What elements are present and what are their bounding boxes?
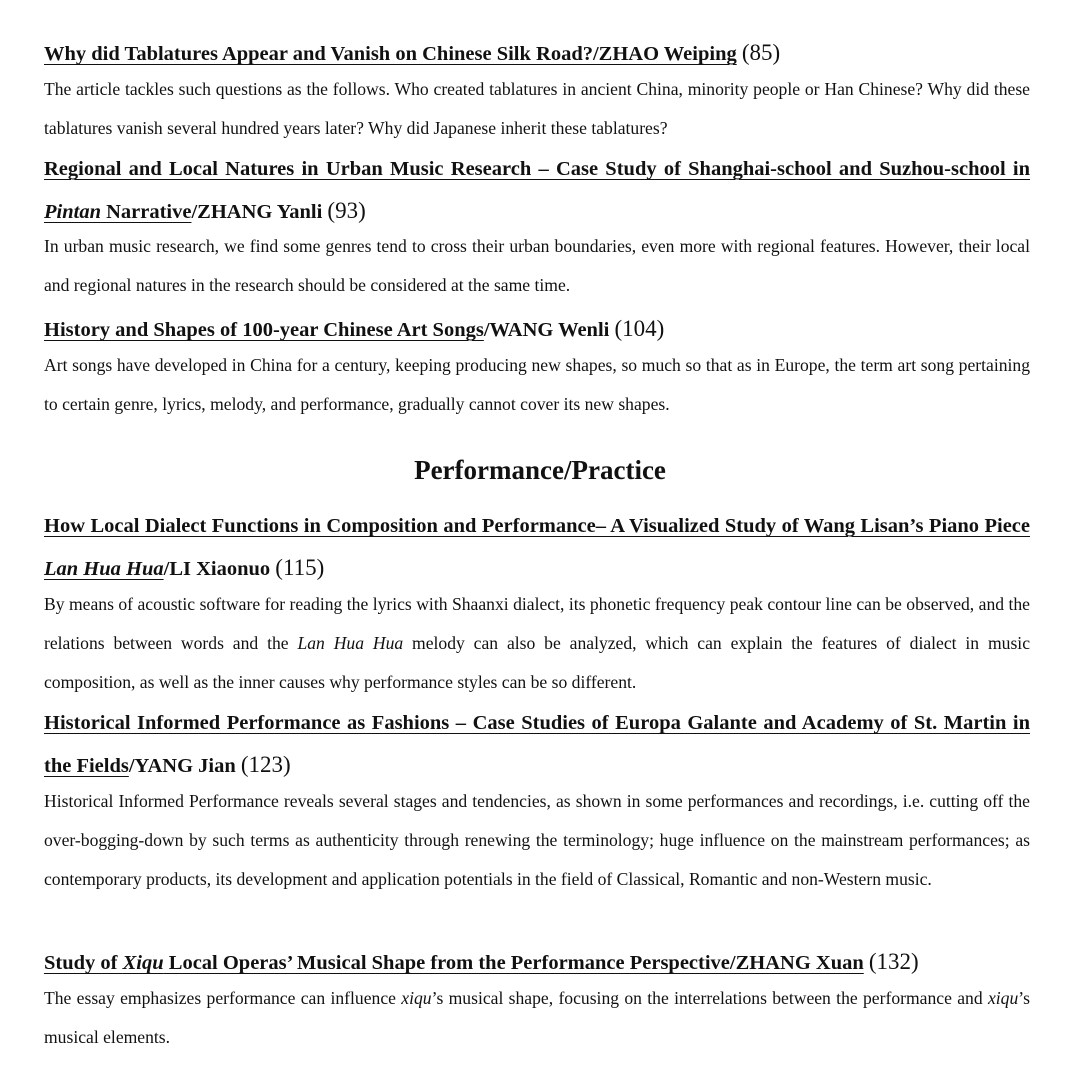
article-abstract xyxy=(44,585,1030,703)
abstract-text: ’s musical shape, focusing on the interrelations between the performance and xyxy=(431,988,988,1008)
title-text-part: Study of xyxy=(44,952,123,974)
title-italic: Lan Hua Hua xyxy=(44,558,164,580)
title-text-part: Narrative xyxy=(100,201,192,223)
abstract-text: melody can also be analyzed, which can explain the features of dialect in music composition, as well as the inner causes why performance styles can be so different. xyxy=(44,633,1031,693)
article-abstract: Art songs have developed in China for a century, keeping producing new shapes, so much so that as in Europe, the term art song pertaining to certain genre, lyrics, melody, and performance, gradually cannot cover its new shapes. xyxy=(44,355,1030,415)
title-text-part: Regional and Local Natures in Urban Music Research – Case Study of Shanghai-school and Suzhou-school in xyxy=(44,158,1030,180)
page-number: (85) xyxy=(741,40,781,65)
abstract-text: ’s musical elements. xyxy=(44,988,1030,1048)
abstract-italic: Lan Hua Hua xyxy=(297,633,404,654)
title-text: Historical Informed Performance as Fashions – Case Studies of Europa Galante and Academy of St. Martin in the Fields xyxy=(44,712,1030,777)
page-number: (123) xyxy=(240,752,291,777)
title-text: History and Shapes of 100-year Chinese Art Songs xyxy=(44,319,484,341)
title-text xyxy=(44,952,864,974)
title-text-part: How Local Dialect Functions in Composition and Performance– A Visualized Study of Wang Lisan’s Piano Piece xyxy=(44,515,1030,537)
article-title xyxy=(44,941,1030,984)
article-abstract: In urban music research, we find some genres tend to cross their urban boundaries, even more with regional features. However, their local and regional natures in the research should be considered at the same time. xyxy=(44,236,1030,296)
page-number: (93) xyxy=(327,198,366,223)
title-text-part: Local Operas’ Musical Shape from the Performance Perspective/ZHANG Xuan xyxy=(163,952,864,974)
page-number: (104) xyxy=(614,316,665,341)
abstract-text: By means of acoustic software for reading the lyrics with Shaanxi dialect, its phonetic frequency peak contour line can be observed, and the relations between words and the xyxy=(44,594,1030,654)
article-title xyxy=(44,32,1030,75)
page-number: (115) xyxy=(275,555,325,580)
abstract-italic: xiqu xyxy=(401,988,432,1008)
article-title xyxy=(44,308,1030,351)
section-heading: Performance/Practice xyxy=(414,455,666,485)
author: /YANG Jian xyxy=(128,755,236,777)
title-text: Why did Tablatures Appear and Vanish on Chinese Silk Road?/ZHAO Weiping xyxy=(44,43,737,65)
author: /WANG Wenli xyxy=(483,319,610,341)
title-italic: Xiqu xyxy=(122,952,164,974)
article-abstract: The article tackles such questions as the follows. Who created tablatures in ancient China, minority people or Han Chinese? Why did these tablatures vanish several hundred years later? Why did Japanese inherit these tablatures? xyxy=(44,79,1030,139)
abstract-italic: xiqu xyxy=(987,988,1019,1008)
author: /LI Xiaonuo xyxy=(163,558,271,580)
article-title xyxy=(44,149,1030,233)
author: /ZHANG Yanli xyxy=(191,201,323,223)
abstract-text: The essay emphasizes performance can influence xyxy=(44,988,402,1008)
article-abstract xyxy=(44,979,1030,1057)
article-title xyxy=(44,703,1030,787)
article-title xyxy=(44,506,1030,590)
title-italic: Pintan xyxy=(44,201,101,223)
page-number: (132) xyxy=(868,949,919,974)
article-abstract: Historical Informed Performance reveals several stages and tendencies, as shown in some performances and recordings, i.e. cutting off the over-bogging-down by such terms as authenticity through renewing the terminology; huge influence on the mainstream performances; as contemporary products, its development and application potentials in the field of Classical, Romantic and non-Western music. xyxy=(44,791,1030,890)
